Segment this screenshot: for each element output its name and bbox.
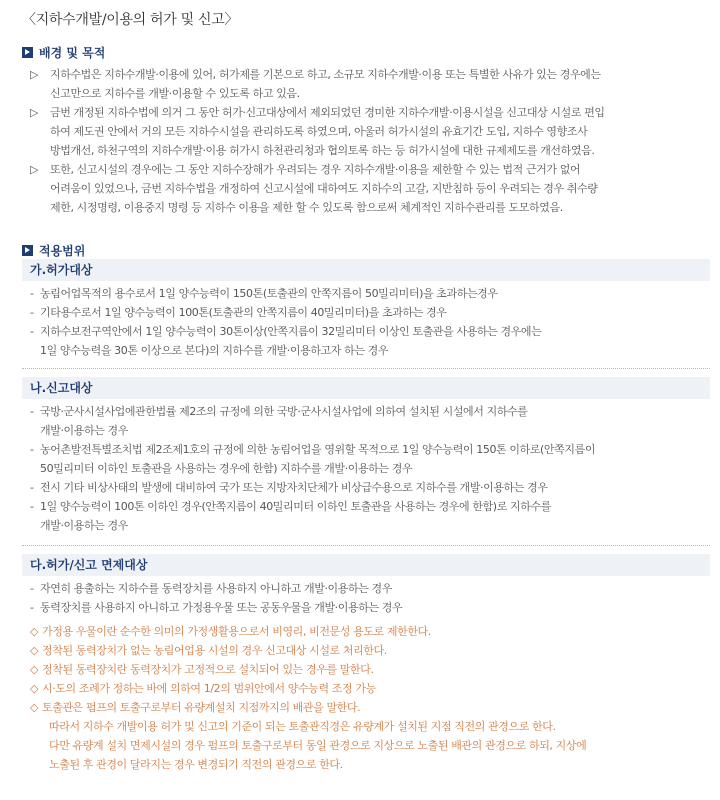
note-item: ◇ 시·도의 조례가 정하는 바에 의하여 1/2의 범위안에서 양수능력 조정 가능 xyxy=(30,679,700,698)
list-item: - 동력장치를 사용하지 아니하고 가정용우물 또는 공동우물을 개발·이용하는 경우 xyxy=(30,601,403,614)
arrow-box-icon xyxy=(22,47,33,58)
diamond-bullet-icon: ◇ xyxy=(30,663,39,676)
exempt-notes xyxy=(30,622,700,774)
list-item: - 자연히 용출하는 지하수를 동력장치를 사용하지 아니하고 개발·이용하는 경우 xyxy=(30,582,393,595)
triangle-bullet-icon: ▷ xyxy=(30,163,39,176)
list-item: - 지하수보전구역안에서 1일 양수능력이 30톤이상(안쪽지름이 32밀리미터 이상인 토출관을 사용하는 경우에는 1일 양수능력을 30톤 이상으로 본다)의 지하수를 개발·이용하고자 하는 경우 xyxy=(30,325,542,357)
report-list xyxy=(30,402,700,535)
diamond-bullet-icon: ◇ xyxy=(30,682,39,695)
background-item xyxy=(30,103,700,160)
page-title: 〈지하수개발/이용의 허가 및 신고〉 xyxy=(22,12,239,28)
list-item: - 전시 기타 비상사태의 발생에 대비하여 국가 또는 지방자치단체가 비상급수용으로 지하수를 개발·이용하는 경우 xyxy=(30,481,548,494)
note-item: ◇ 정착된 동력장치가 없는 농림어업용 시설의 경우 신고대상 시설로 처리한다. xyxy=(30,641,700,660)
section-heading-scope xyxy=(22,242,85,259)
subsection-heading-report: 나.신고대상 xyxy=(22,377,710,399)
background-item-text: 지하수법은 지하수개발·이용에 있어, 허가제를 기본으로 하고, 소규모 지하수개발·이용 또는 특별한 사유가 있는 경우에는 신고만으로 지하수를 개발·이용할 수 있도록 하고 있음. xyxy=(50,68,601,100)
note-item: ◇ 정착된 동력장치란 동력장치가 고정적으로 설치되어 있는 경우를 말한다. xyxy=(30,660,700,679)
diamond-bullet-icon: ◇ xyxy=(30,701,39,714)
section-heading-background xyxy=(22,44,105,61)
background-item-text: 또한, 신고시설의 경우에는 그 동안 지하수장해가 우려되는 경우 지하수개발·이용을 제한할 수 있는 법적 근거가 없어 어려움이 있었으나, 금번 지하수법을 개정하여 신고시설에 대하여도 지하수의 고갈, 지반침하 등이 우려되는 경우 취수량 제한, 시정명령, 이용중지 명령 등 지하수 이용을 제한 할 수 있도록 함으로써 체계적인 지하수관리를 도모하였음. xyxy=(50,163,598,214)
note-item: ◇ 가정용 우물이란 순수한 의미의 가정생활용으로서 비영리, 비전문성 용도로 제한한다. xyxy=(30,622,700,641)
divider xyxy=(22,368,710,369)
note-continuation: 따라서 지하수 개발이용 허가 및 신고의 기준이 되는 토출관직경은 유량계가 설치된 지점 직전의 관경으로 한다. 다만 유량계 설치 면제시설의 경우 펌프의 토출구로부터 동일 관경으로 지상으로 노출된 배관의 관경으로 하되, 지상에 노출된 후 관경이 달라지는 경우 변경되기 직전의 관경으로 한다. xyxy=(49,720,587,771)
background-item xyxy=(30,65,700,103)
triangle-bullet-icon: ▷ xyxy=(30,106,39,119)
arrow-box-icon xyxy=(22,245,33,256)
background-item-text: 금번 개정된 지하수법에 의거 그 동안 허가·신고대상에서 제외되었던 경미한 지하수개발·이용시설을 신고대상 시설로 편입 하여 제도권 안에서 거의 모든 지하수시설을 관리하도록 하였으며, 아울러 허가시설의 유효기간 도입, 지하수 영향조사 방법개선, 하천구역의 지하수개발·이용 허가시 하천관리청과 협의토록 하는 등 허가시설에 대한 규제제도를 개선하였음. xyxy=(50,106,605,157)
list-item: - 국방·군사시설사업에관한법률 제2조의 규정에 의한 국방·군사시설사업에 의하여 설치된 시설에서 지하수를 개발·이용하는 경우 xyxy=(30,405,528,437)
subsection-heading-permit: 가.허가대상 xyxy=(22,259,710,281)
section-heading-label: 배경 및 목적 xyxy=(39,46,106,60)
section-heading-label: 적용범위 xyxy=(39,244,86,258)
list-item: - 기타용수로서 1일 양수능력이 100톤(토출관의 안쪽지름이 40밀리미터)을 초과하는 경우 xyxy=(30,306,447,319)
note-item: ◇ 토출관은 펌프의 토출구로부터 유량계설치 지점까지의 배관을 말한다. xyxy=(30,698,700,717)
diamond-bullet-icon: ◇ xyxy=(30,644,39,657)
background-item xyxy=(30,160,700,217)
divider xyxy=(22,545,710,546)
subsection-heading-exempt: 다.허가/신고 면제대상 xyxy=(22,554,710,576)
permit-list xyxy=(30,284,700,360)
list-item: - 1일 양수능력이 100톤 이하인 경우(안쪽지름이 40밀리미터 이하인 토출관을 사용하는 경우에 한함)로 지하수를 개발·이용하는 경우 xyxy=(30,500,551,532)
list-item: - 농림어업목적의 용수로서 1일 양수능력이 150톤(토출관의 안쪽지름이 50밀리미터)을 초과하는경우 xyxy=(30,287,498,300)
exempt-list xyxy=(30,579,700,617)
list-item: - 농어촌발전특별조치법 제2조제1호의 규정에 의한 농림어업을 영위할 목적으로 1일 양수능력이 150톤 이하로(안쪽지름이 50밀리미터 이하인 토출관을 사용하는 경우에 한함) 지하수를 개발·이용하는 경우 xyxy=(30,443,596,475)
triangle-bullet-icon: ▷ xyxy=(30,68,39,81)
diamond-bullet-icon: ◇ xyxy=(30,625,39,638)
